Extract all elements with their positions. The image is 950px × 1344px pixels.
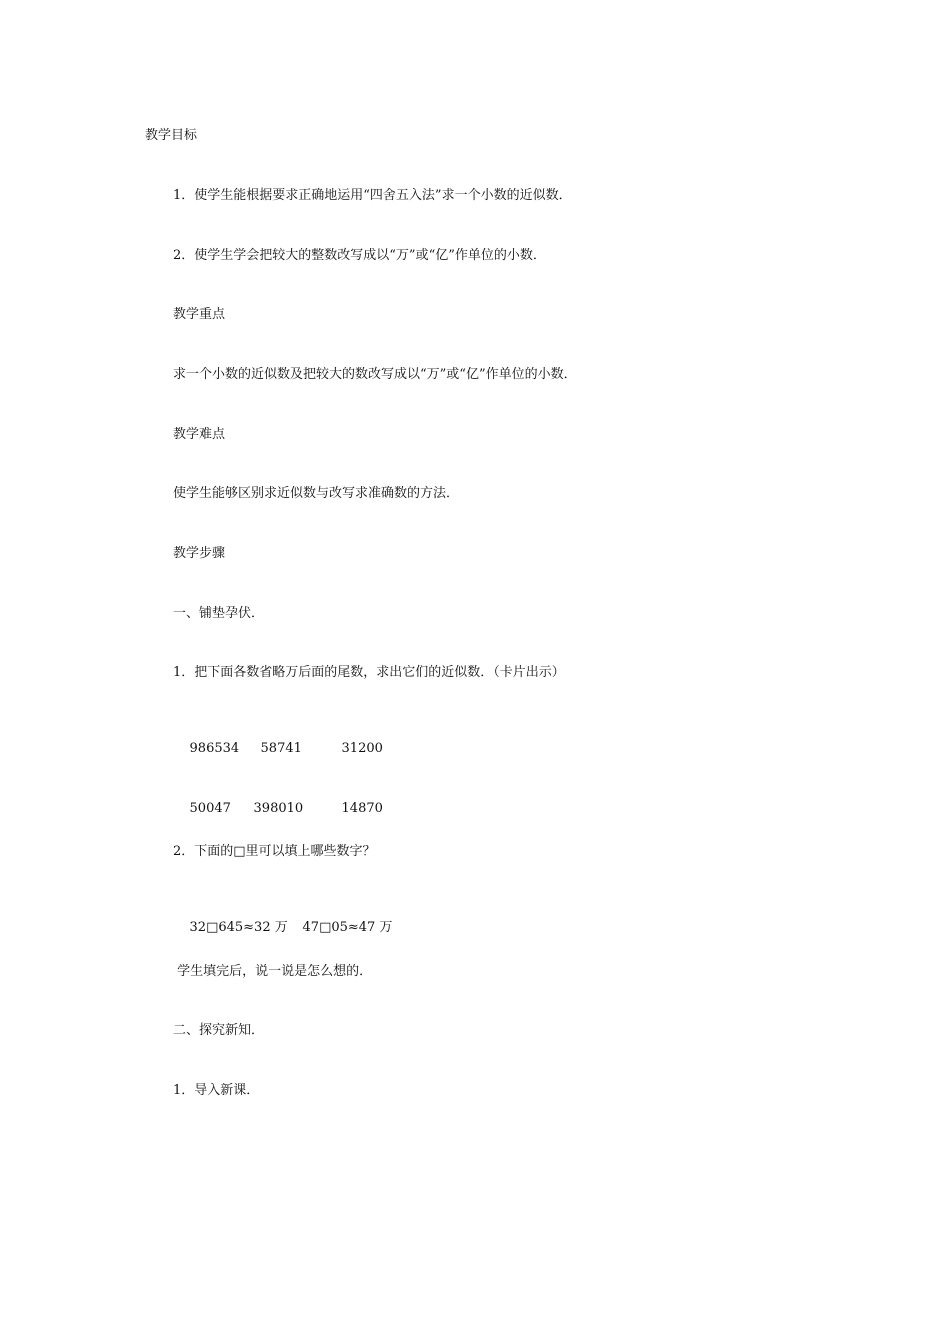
numbers-row-1	[173, 725, 383, 773]
numbers-row-2	[173, 785, 383, 833]
difficulty-heading: 教学难点	[173, 427, 226, 442]
difficulty-text: 使学生能够区别求近似数与改写求准确数的方法．	[173, 486, 460, 501]
fill-item: 32□645≈32 万	[189, 920, 288, 935]
fill-in-row	[173, 904, 392, 952]
number-cell: 986534	[189, 741, 240, 756]
key-point-heading: 教学重点	[173, 307, 226, 322]
steps-heading: 教学步骤	[173, 546, 226, 561]
number-cell: 398010	[253, 801, 304, 816]
task-1: 1．把下面各数省略万后面的尾数，求出它们的近似数．（卡片出示）	[173, 665, 565, 680]
section-1-title: 一、铺垫孕伏．	[173, 606, 265, 621]
section-2-title: 二、探究新知．	[173, 1023, 265, 1038]
number-cell: 31200	[341, 741, 383, 756]
lesson-1: 1．导入新课．	[173, 1083, 260, 1098]
task-2: 2．下面的□里可以填上哪些数字？	[173, 844, 376, 859]
number-cell: 14870	[341, 801, 383, 816]
objective-1: 1．使学生能根据要求正确地运用“四舍五入法”求一个小数的近似数．	[173, 188, 572, 203]
objective-2: 2．使学生学会把较大的整数改写成以“万”或“亿”作单位的小数．	[173, 248, 546, 263]
number-cell: 58741	[260, 741, 302, 756]
fill-item: 47□05≈47 万	[302, 920, 393, 935]
key-point-text: 求一个小数的近似数及把较大的数改写成以“万”或“亿”作单位的小数．	[173, 367, 577, 382]
number-cell: 50047	[189, 801, 231, 816]
student-note: 学生填完后，说一说是怎么想的．	[173, 964, 373, 979]
objectives-heading: 教学目标	[145, 128, 198, 143]
